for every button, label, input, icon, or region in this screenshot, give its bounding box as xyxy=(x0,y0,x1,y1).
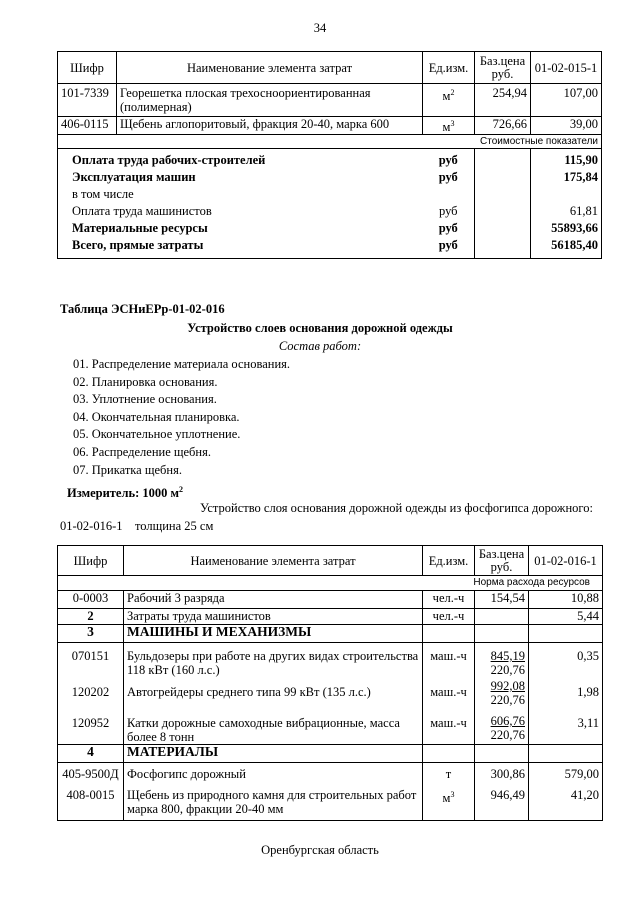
table-row xyxy=(58,677,603,708)
row-name: МАТЕРИАЛЫ xyxy=(124,745,423,763)
row-price: 992,08 220,76 xyxy=(475,677,529,708)
meter: Измеритель: 1000 $м^2$ xyxy=(67,485,184,501)
table-row xyxy=(58,763,603,785)
row-unit: $м^2$ xyxy=(423,84,475,117)
header-code: Шифр xyxy=(58,52,117,84)
table-row xyxy=(58,591,603,609)
row-unit: чел.-ч xyxy=(423,591,475,609)
table-row xyxy=(58,708,603,745)
row-code: 3 xyxy=(58,625,124,643)
row-value: 579,00 xyxy=(529,763,603,785)
row-code: 120952 xyxy=(58,708,124,745)
row-code: 070151 xyxy=(58,643,124,678)
table-title: Таблица ЭСНиЕРр-01-02-016 xyxy=(60,302,225,316)
row-price: 254,94 xyxy=(475,84,531,117)
row-code: 405-9500Д xyxy=(58,763,124,785)
row-value: 5,44 xyxy=(529,609,603,625)
header-code: Шифр xyxy=(58,546,124,576)
row-name: Щебень из природного камня для строительных работ марка 800, фракции 20-40 мм xyxy=(124,785,423,821)
row-unit: маш.-ч xyxy=(423,708,475,745)
row-code: 0-0003 xyxy=(58,591,124,609)
resource-table-016 xyxy=(57,545,603,821)
row-unit: маш.-ч xyxy=(423,677,475,708)
row-name: Фосфогипс дорожный xyxy=(124,763,423,785)
row-code: 2 xyxy=(58,609,124,625)
row-code: 406-0115 xyxy=(58,117,117,135)
page-number: 34 xyxy=(313,21,327,35)
row-unit: маш.-ч xyxy=(423,643,475,678)
works-list xyxy=(73,356,290,479)
table-row xyxy=(58,643,603,678)
row-price: 845,19 220,76 xyxy=(475,643,529,678)
row-price: 300,86 xyxy=(475,763,529,785)
description: Устройство слоя основания дорожной одежды из фосфогипса дорожного: xyxy=(200,501,593,515)
item-desc: толщина 25 см xyxy=(135,519,214,533)
table-row xyxy=(58,745,603,763)
table-row xyxy=(58,117,602,135)
summary-labels: Оплата труда рабочих-строителей Эксплуатация машин в том числе Оплата труда машинистов Материальные ресурсы Всего, прямые затраты xyxy=(58,149,423,259)
row-price: 154,54 xyxy=(475,591,529,609)
row-name: Автогрейдеры среднего типа 99 кВт (135 л.с.) xyxy=(124,677,423,708)
header-price: Баз.цена руб. xyxy=(475,52,531,84)
row-code: 408-0015 xyxy=(58,785,124,821)
norm-caption: Норма расхода ресурсов xyxy=(58,576,603,591)
row-name: Бульдозеры при работе на других видах строительства 118 кВт (160 л.с.) xyxy=(124,643,423,678)
header-unit: Ед.изм. xyxy=(423,52,475,84)
row-value: 107,00 xyxy=(531,84,602,117)
list-item: 02. Планировка основания. xyxy=(73,374,218,389)
table-row xyxy=(58,785,603,821)
section-heading: Устройство слоев основания дорожной одежды xyxy=(187,321,453,335)
summary-units: руб руб руб руб руб xyxy=(423,149,475,259)
header-unit: Ед.изм. xyxy=(423,546,475,576)
row-price: 606,76 220,76 xyxy=(475,708,529,745)
table-row xyxy=(58,625,603,643)
row-value: 0,35 xyxy=(529,643,603,678)
row-unit: $м^3$ xyxy=(423,117,475,135)
row-price: 946,49 xyxy=(475,785,529,821)
row-unit: $м^3$ xyxy=(423,785,475,821)
item-code: 01-02-016-1 xyxy=(60,519,123,533)
row-name: Щебень аглопоритовый, фракция 20-40, марка 600 xyxy=(117,117,423,135)
header-name: Наименование элемента затрат xyxy=(124,546,423,576)
header-name: Наименование элемента затрат xyxy=(117,52,423,84)
row-price xyxy=(475,609,529,625)
header-norm: 01-02-016-1 xyxy=(529,546,603,576)
footer-region: Оренбургская область xyxy=(261,843,379,857)
row-name: МАШИНЫ И МЕХАНИЗМЫ xyxy=(124,625,423,643)
row-code: 4 xyxy=(58,745,124,763)
list-item: 03. Уплотнение основания. xyxy=(73,392,217,407)
summary-values: 115,90 175,84 61,81 55893,66 56185,40 xyxy=(531,149,602,259)
row-unit: чел.-ч xyxy=(423,609,475,625)
resource-table-015 xyxy=(57,51,602,259)
list-item: 04. Окончательная планировка. xyxy=(73,409,240,424)
table-row xyxy=(58,609,603,625)
row-value: 39,00 xyxy=(531,117,602,135)
list-item: 01. Распределение материала основания. xyxy=(73,357,291,371)
row-name: Затраты труда машинистов xyxy=(124,609,423,625)
row-code: 120202 xyxy=(58,677,124,708)
row-value: 3,11 xyxy=(529,708,603,745)
row-value: 10,88 xyxy=(529,591,603,609)
row-name: Георешетка плоская трехосноориентированная (полимерная) xyxy=(117,84,423,117)
list-item: 06. Распределение щебня. xyxy=(73,444,211,459)
row-value: 41,20 xyxy=(529,785,603,821)
table-row xyxy=(58,84,602,117)
row-name: Рабочий 3 разряда xyxy=(124,591,423,609)
list-item: 07. Прикатка щебня. xyxy=(73,462,182,477)
header-norm: 01-02-015-1 xyxy=(531,52,602,84)
works-title: Состав работ: xyxy=(278,339,362,353)
row-value: 1,98 xyxy=(529,677,603,708)
row-unit: т xyxy=(423,763,475,785)
row-price: 726,66 xyxy=(475,117,531,135)
cost-caption: Стоимостные показатели xyxy=(58,135,602,149)
row-name: Катки дорожные самоходные вибрационные, масса более 8 тонн xyxy=(124,708,423,745)
row-code: 101-7339 xyxy=(58,84,117,117)
header-price: Баз.цена руб. xyxy=(475,546,529,576)
list-item: 05. Окончательное уплотнение. xyxy=(73,427,241,442)
